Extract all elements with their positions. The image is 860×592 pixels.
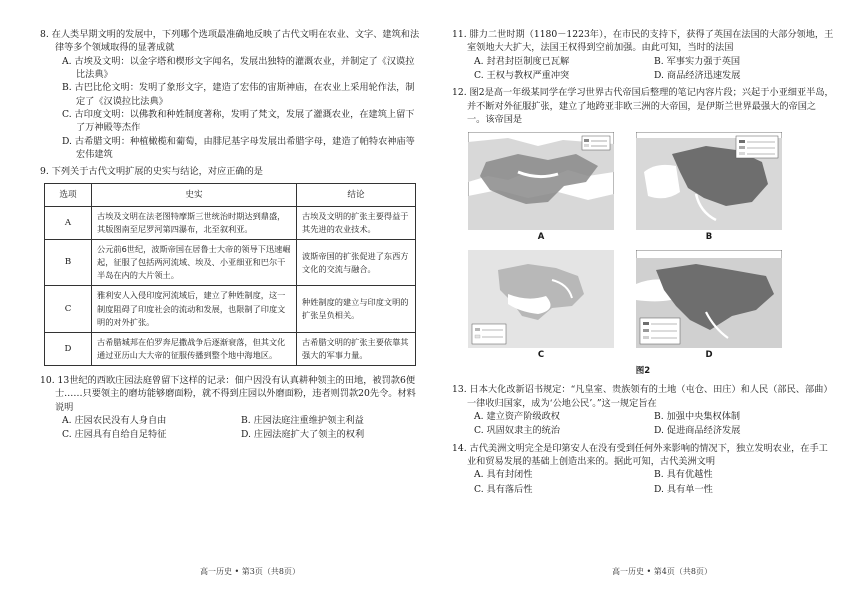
question-8 (40, 28, 420, 161)
map-b-image (636, 132, 782, 230)
map-c[interactable] (468, 250, 614, 361)
map-d[interactable] (636, 250, 782, 361)
question-8-option-a[interactable]: A. 古埃及文明：以金字塔和楔形文字闻名，发展出独特的灌溉农业，并制定了《汉谟拉比法典》 (62, 55, 415, 81)
table-cell-fact: 古希腊城邦在伯罗奔尼撒战争后逐渐衰落，但其文化通过亚历山大大帝的征服传播到整个地中海地区。 (92, 332, 297, 365)
question-13-options (474, 410, 834, 438)
table-header-option: 选项 (45, 183, 92, 206)
question-10-stem: 10. 13世纪的西欧庄园法庭曾留下这样的记录：佃户因没有认真耕种领主的田地，被罚款6便士……只要领主的磨坊能够磨面粉，就不得到庄园以外磨面粉，违者则罚款20先令。材料说明 (40, 375, 416, 413)
table-cell-conclusion: 波斯帝国的扩张促进了东西方文化的交流与融合。 (297, 240, 416, 286)
question-14-option-b[interactable]: B. 具有优越性 (654, 469, 713, 481)
question-13-option-d[interactable]: D. 促进商品经济发展 (654, 425, 741, 437)
map-d-image (636, 250, 782, 348)
table-cell-option: C (45, 286, 92, 332)
question-11-option-d[interactable]: D. 商品经济迅速发展 (654, 70, 741, 82)
table-cell-option: A (45, 206, 92, 239)
table-row[interactable] (45, 206, 416, 239)
page-footer-left: 高一历史 • 第3页（共8页） (200, 567, 300, 576)
table-row[interactable] (45, 332, 416, 365)
question-13-option-a[interactable]: A. 建立资产阶级政权 (474, 411, 560, 423)
map-b[interactable] (636, 132, 782, 243)
question-11-option-a[interactable]: A. 封君封臣制度已瓦解 (474, 55, 570, 67)
question-10-option-c[interactable]: C. 庄园具有自给自足特征 (62, 429, 167, 441)
table-cell-fact: 公元前6世纪，波斯帝国在居鲁士大帝的领导下迅速崛起，征服了包括两河流域、埃及、小亚细亚和巴尔干半岛在内的大片领土。 (92, 240, 297, 286)
map-d-label: D (705, 349, 713, 360)
question-9-table (44, 183, 416, 366)
table-cell-conclusion: 古埃及文明的扩张主要得益于其先进的农业技术。 (297, 206, 416, 239)
question-11-options (474, 55, 834, 83)
map-a-label: A (537, 232, 545, 243)
question-8-option-c[interactable]: C. 古印度文明：以佛教和种姓制度著称，发明了梵文，发展了灌溉农业，在建筑上留下了万神殿等杰作 (62, 109, 415, 134)
figure-caption: 图2 (635, 366, 651, 377)
question-11-option-b[interactable]: B. 军事实力强于英国 (654, 55, 741, 67)
question-10-option-b[interactable]: B. 庄园法庭注重维护领主利益 (241, 415, 364, 427)
question-10 (40, 374, 420, 442)
table-cell-option: D (45, 332, 92, 365)
question-14-option-c[interactable]: C. 具有落后性 (474, 483, 533, 495)
question-11-stem: 11. 腓力二世时期（1180－1223年），在市民的支持下，获得了英国在法国的大部分领地，王室领地大大扩大，法国王权得到空前加强。由此可知，当时的法国 (452, 29, 834, 54)
table-cell-fact: 雅利安人入侵印度河流域后，建立了种姓制度，这一制度阻碍了印度社会的流动和发展，也限制了印度文明的对外扩张。 (92, 286, 297, 332)
question-13 (452, 383, 834, 437)
question-13-option-c[interactable]: C. 巩固奴隶主的统治 (474, 425, 561, 437)
map-b-label: B (705, 232, 713, 243)
question-14-option-a[interactable]: A. 具有封闭性 (474, 469, 533, 481)
map-c-image (468, 250, 614, 348)
table-cell-option: B (45, 240, 92, 286)
table-row[interactable] (45, 286, 416, 332)
question-11 (452, 28, 834, 82)
question-14-options (474, 468, 834, 496)
question-10-option-a[interactable]: A. 庄园农民没有人身自由 (62, 415, 167, 427)
question-8-option-b[interactable]: B. 古巴比伦文明：发明了象形文字，建造了宏伟的宙斯神庙，在农业上采用轮作法，制定了《汉谟拉比法典》 (62, 82, 415, 107)
map-a[interactable] (468, 132, 614, 243)
question-8-stem: 8. 在人类早期文明的发展中，下列哪个选项最准确地反映了古代文明在农业、文字、建筑和法律等多个领域取得的显著成就 (40, 29, 420, 54)
table-header-conclusion: 结论 (297, 183, 416, 206)
question-10-option-d[interactable]: D. 庄园法庭扩大了领主的权利 (241, 429, 365, 441)
page-footer-right: 高一历史 • 第4页（共8页） (612, 567, 712, 576)
question-14 (452, 442, 834, 496)
table-row[interactable] (45, 240, 416, 286)
left-column (40, 28, 420, 446)
table-header-row (45, 183, 416, 206)
table-header-fact: 史实 (92, 183, 297, 206)
table-cell-fact: 古埃及文明在法老图特摩斯三世统治时期达到鼎盛，其版图南至尼罗河第四瀑布，北至叙利亚。 (92, 206, 297, 239)
map-grid (468, 132, 834, 361)
question-9 (40, 165, 420, 366)
question-14-option-d[interactable]: D. 具有单一性 (654, 483, 713, 495)
table-cell-conclusion: 古希腊文明的扩张主要依靠其强大的军事力量。 (297, 332, 416, 365)
question-8-option-d[interactable]: D. 古希腊文明：种植橄榄和葡萄，由腓尼基字母发展出希腊字母，建造了帕特农神庙等宏伟建筑 (62, 135, 415, 161)
map-a-image (468, 132, 614, 230)
question-12-stem: 12. 图2是高一年级某同学在学习世界古代帝国后整理的笔记内容片段；兴起于小亚细亚半岛，并不断对外征服扩张，建立了地跨亚非欧三洲的大帝国，是伊斯兰世界最强大的帝国之一。该帝国是 (452, 87, 834, 126)
question-13-option-b[interactable]: B. 加强中央集权体制 (654, 411, 741, 423)
right-column (452, 28, 834, 500)
map-c-label: C (537, 349, 545, 360)
question-14-stem: 14. 古代美洲文明完全是印第安人在没有受到任何外来影响的情况下，独立发明农业，在手工业和贸易发展的基础上创造出来的。据此可知，古代美洲文明 (452, 442, 828, 468)
question-9-stem: 9. 下列关于古代文明扩展的史实与结论，对应正确的是 (40, 166, 263, 178)
question-13-stem: 13. 日本大化改新诏书规定：“凡皇室、贵族领有的土地（屯仓、田庄）和人民（部民、部曲）一律收归国家，成为‘公地公民’。”这一规定旨在 (452, 384, 833, 409)
question-12 (452, 86, 834, 377)
question-11-option-c[interactable]: C. 王权与教权严重冲突 (474, 70, 570, 82)
question-10-options (62, 414, 420, 442)
table-cell-conclusion: 种姓制度的建立与印度文明的扩张呈负相关。 (297, 286, 416, 332)
